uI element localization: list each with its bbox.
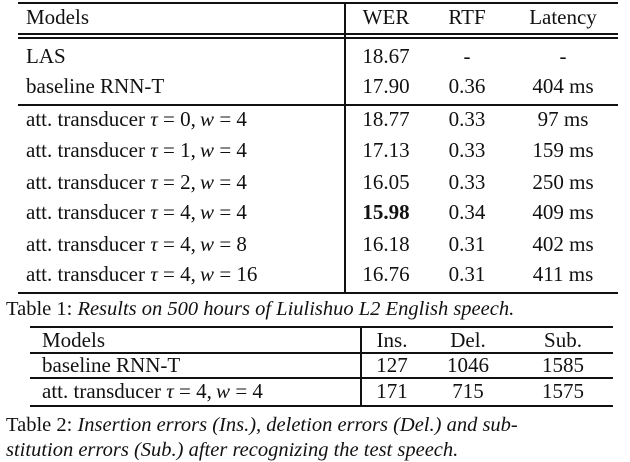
bottom-rule	[18, 292, 618, 294]
rtf-cell: 0.31	[448, 232, 486, 256]
caption-text: Insertion errors (Ins.), deletion errors (Del.) and sub-	[77, 414, 518, 436]
latency-cell: -	[559, 44, 567, 68]
ins-cell: 127	[376, 353, 408, 377]
column-divider	[360, 326, 362, 406]
model-name: att. transducer	[26, 232, 145, 256]
header-del: Del.	[450, 328, 486, 352]
header-latency: Latency	[529, 5, 597, 29]
model-params: τ = 4, w = 4	[166, 379, 263, 403]
header-models: Models	[26, 5, 89, 29]
rtf-cell: 0.33	[448, 170, 486, 194]
model-name: LAS	[26, 44, 66, 68]
table2-caption-line1	[6, 413, 518, 437]
model-cell	[42, 353, 180, 377]
sub-cell: 1585	[542, 353, 584, 377]
table1-caption	[6, 297, 514, 321]
latency-cell: 402 ms	[532, 232, 594, 256]
wer-cell: 18.77	[362, 107, 410, 131]
header-models: Models	[42, 328, 105, 352]
caption-label: Table 2:	[6, 414, 73, 436]
model-params: τ = 4, w = 8	[150, 232, 247, 256]
model-params: τ = 4, w = 16	[150, 262, 258, 286]
model-name: att. transducer	[26, 107, 145, 131]
rtf-cell: 0.31	[448, 262, 486, 286]
model-name: baseline RNN-T	[42, 353, 181, 377]
del-cell: 1046	[447, 353, 489, 377]
model-cell	[42, 379, 263, 403]
bottom-rule	[30, 405, 613, 407]
latency-cell: 97 ms	[537, 107, 589, 131]
wer-cell: 17.13	[362, 138, 410, 162]
rtf-cell: 0.36	[448, 74, 486, 98]
model-cell	[26, 262, 257, 286]
header-rtf: RTF	[448, 5, 486, 29]
model-name: att. transducer	[26, 200, 145, 224]
model-params: τ = 1, w = 4	[150, 138, 247, 162]
group-rule	[18, 104, 618, 106]
wer-cell: 17.90	[362, 74, 410, 98]
ins-cell: 171	[376, 379, 408, 403]
latency-cell: 411 ms	[532, 262, 594, 286]
latency-cell: 409 ms	[532, 200, 594, 224]
model-cell	[26, 107, 247, 131]
header-rule-2	[18, 37, 618, 39]
wer-cell: 15.98	[362, 200, 410, 224]
sub-cell: 1575	[542, 379, 584, 403]
latency-cell: 404 ms	[532, 74, 594, 98]
model-name: att. transducer	[26, 262, 145, 286]
model-cell	[26, 232, 247, 256]
model-name: att. transducer	[42, 379, 161, 403]
latency-cell: 250 ms	[532, 170, 594, 194]
header-ins: Ins.	[376, 328, 408, 352]
model-params: τ = 0, w = 4	[150, 107, 247, 131]
model-params: τ = 4, w = 4	[150, 200, 247, 224]
model-cell	[26, 200, 247, 224]
model-name: att. transducer	[26, 170, 145, 194]
wer-cell: 16.76	[362, 262, 410, 286]
top-rule	[30, 326, 613, 328]
header-rule	[18, 33, 618, 35]
rtf-cell: 0.33	[448, 107, 486, 131]
top-rule	[18, 2, 618, 4]
model-name: baseline RNN-T	[26, 74, 165, 98]
model-cell	[26, 74, 164, 98]
model-params: τ = 2, w = 4	[150, 170, 247, 194]
wer-cell: 18.67	[362, 44, 410, 68]
header-wer: WER	[362, 5, 410, 29]
wer-cell: 16.05	[362, 170, 410, 194]
del-cell: 715	[452, 379, 484, 403]
model-cell	[26, 44, 66, 68]
rtf-cell: 0.34	[448, 200, 486, 224]
caption-label: Table 1:	[6, 298, 73, 320]
latency-cell: 159 ms	[532, 138, 594, 162]
rtf-cell: 0.33	[448, 138, 486, 162]
caption-text: Results on 500 hours of Liulishuo L2 English speech.	[77, 298, 515, 320]
header-sub: Sub.	[544, 328, 582, 352]
model-cell	[26, 170, 247, 194]
rtf-cell: -	[463, 44, 471, 68]
model-cell	[26, 138, 247, 162]
column-divider	[344, 2, 346, 293]
wer-cell: 16.18	[362, 232, 410, 256]
model-name: att. transducer	[26, 138, 145, 162]
table2-caption-line2: stitution errors (Sub.) after recognizing the test speech.	[6, 439, 459, 461]
